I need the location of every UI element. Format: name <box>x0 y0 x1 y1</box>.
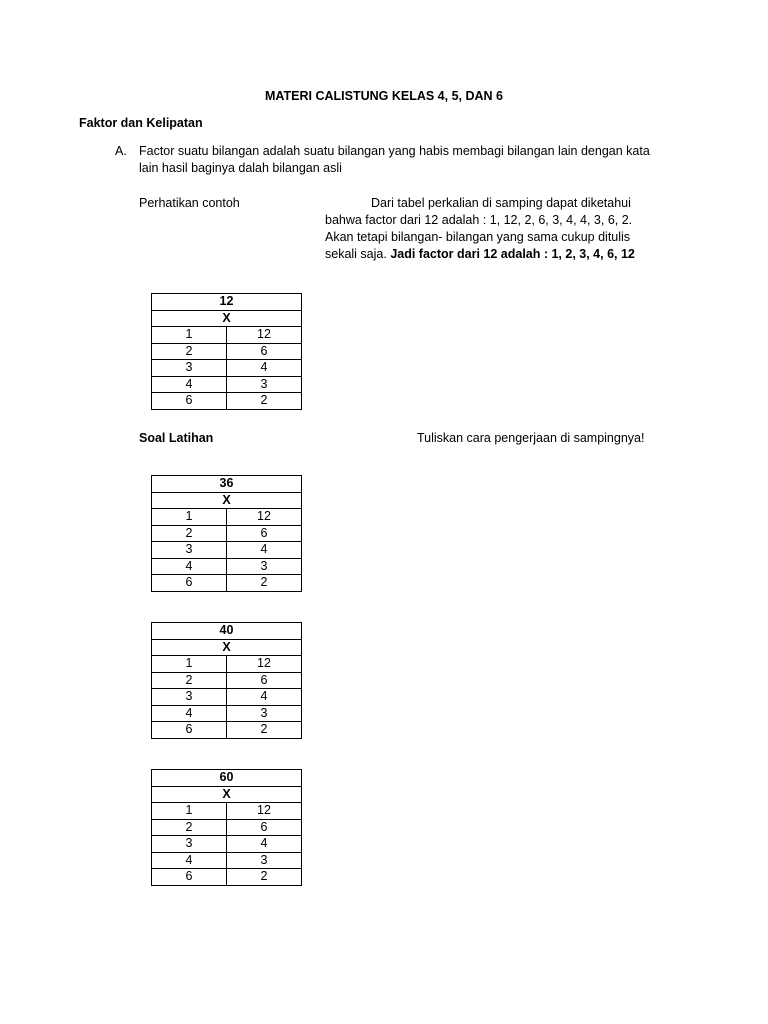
example-label: Perhatikan contoh <box>139 196 240 210</box>
factor-cell: 2 <box>226 869 301 886</box>
table-row <box>152 836 302 853</box>
factor-cell: 6 <box>226 525 301 542</box>
factor-cell: 12 <box>226 656 301 673</box>
table-operator: X <box>152 310 302 327</box>
list-marker-a: A. <box>115 144 127 158</box>
table-row <box>152 542 302 559</box>
factor-cell: 6 <box>226 343 301 360</box>
factor-table-40 <box>151 622 302 739</box>
factor-cell: 3 <box>152 542 227 559</box>
factor-table-12 <box>151 293 302 410</box>
table-row <box>152 558 302 575</box>
table-row <box>152 360 302 377</box>
explanation-conclusion: Jadi factor dari 12 adalah : 1, 2, 3, 4, 6, 12 <box>390 247 635 261</box>
explanation-line-2: bahwa factor dari 12 adalah : 1, 12, 2, 6, 3, 4, 4, 3, 6, 2. <box>325 213 633 227</box>
table-row <box>152 689 302 706</box>
factor-cell: 4 <box>152 558 227 575</box>
definition-line-2: lain hasil baginya dalah bilangan asli <box>139 161 342 175</box>
factor-cell: 6 <box>226 819 301 836</box>
table-row <box>152 376 302 393</box>
factor-cell: 2 <box>226 393 301 410</box>
factor-cell: 4 <box>226 836 301 853</box>
table-operator: X <box>152 786 302 803</box>
explanation-line-3: Akan tetapi bilangan- bilangan yang sama cukup ditulis <box>325 230 631 244</box>
exercise-instruction: Tuliskan cara pengerjaan di sampingnya! <box>417 431 645 445</box>
factor-cell: 12 <box>226 803 301 820</box>
factor-table-36 <box>151 475 302 592</box>
table-row <box>152 852 302 869</box>
factor-cell: 2 <box>152 343 227 360</box>
factor-cell: 6 <box>152 722 227 739</box>
table-number: 40 <box>152 623 302 640</box>
table-row <box>152 575 302 592</box>
table-row <box>152 509 302 526</box>
factor-cell: 4 <box>152 376 227 393</box>
table-row <box>152 672 302 689</box>
factor-cell: 1 <box>152 656 227 673</box>
factor-cell: 3 <box>152 689 227 706</box>
factor-cell: 6 <box>152 575 227 592</box>
table-row <box>152 327 302 344</box>
section-subtitle: Faktor dan Kelipatan <box>79 116 203 130</box>
example-explanation <box>325 195 655 263</box>
table-row <box>152 525 302 542</box>
explanation-line-1: Dari tabel perkalian di samping dapat diketahui <box>371 196 631 210</box>
factor-table-60 <box>151 769 302 886</box>
definition-paragraph <box>139 143 650 177</box>
factor-cell: 1 <box>152 327 227 344</box>
explanation-prefix: sekali saja. <box>325 247 391 261</box>
exercise-label: Soal Latihan <box>139 431 214 445</box>
factor-cell: 3 <box>226 852 301 869</box>
table-number: 60 <box>152 770 302 787</box>
factor-cell: 4 <box>152 705 227 722</box>
definition-line-1: Factor suatu bilangan adalah suatu bilangan yang habis membagi bilangan lain dengan kata <box>139 144 650 158</box>
factor-cell: 2 <box>152 525 227 542</box>
page-title: MATERI CALISTUNG KELAS 4, 5, DAN 6 <box>265 89 503 103</box>
factor-cell: 6 <box>152 869 227 886</box>
table-row <box>152 819 302 836</box>
table-row <box>152 656 302 673</box>
factor-cell: 12 <box>226 509 301 526</box>
factor-cell: 2 <box>226 722 301 739</box>
factor-cell: 3 <box>152 836 227 853</box>
table-row <box>152 803 302 820</box>
factor-cell: 3 <box>152 360 227 377</box>
factor-cell: 4 <box>152 852 227 869</box>
factor-cell: 6 <box>226 672 301 689</box>
table-number: 12 <box>152 294 302 311</box>
factor-cell: 6 <box>152 393 227 410</box>
explanation-line-4 <box>325 246 655 263</box>
table-row <box>152 393 302 410</box>
factor-cell: 2 <box>152 819 227 836</box>
table-operator: X <box>152 492 302 509</box>
factor-cell: 4 <box>226 542 301 559</box>
factor-cell: 12 <box>226 327 301 344</box>
table-row <box>152 869 302 886</box>
factor-cell: 4 <box>226 360 301 377</box>
factor-cell: 3 <box>226 705 301 722</box>
table-row <box>152 705 302 722</box>
table-row <box>152 722 302 739</box>
factor-cell: 4 <box>226 689 301 706</box>
factor-cell: 3 <box>226 376 301 393</box>
table-operator: X <box>152 639 302 656</box>
table-number: 36 <box>152 476 302 493</box>
factor-cell: 1 <box>152 509 227 526</box>
table-row <box>152 343 302 360</box>
factor-cell: 3 <box>226 558 301 575</box>
factor-cell: 2 <box>152 672 227 689</box>
factor-cell: 1 <box>152 803 227 820</box>
factor-cell: 2 <box>226 575 301 592</box>
